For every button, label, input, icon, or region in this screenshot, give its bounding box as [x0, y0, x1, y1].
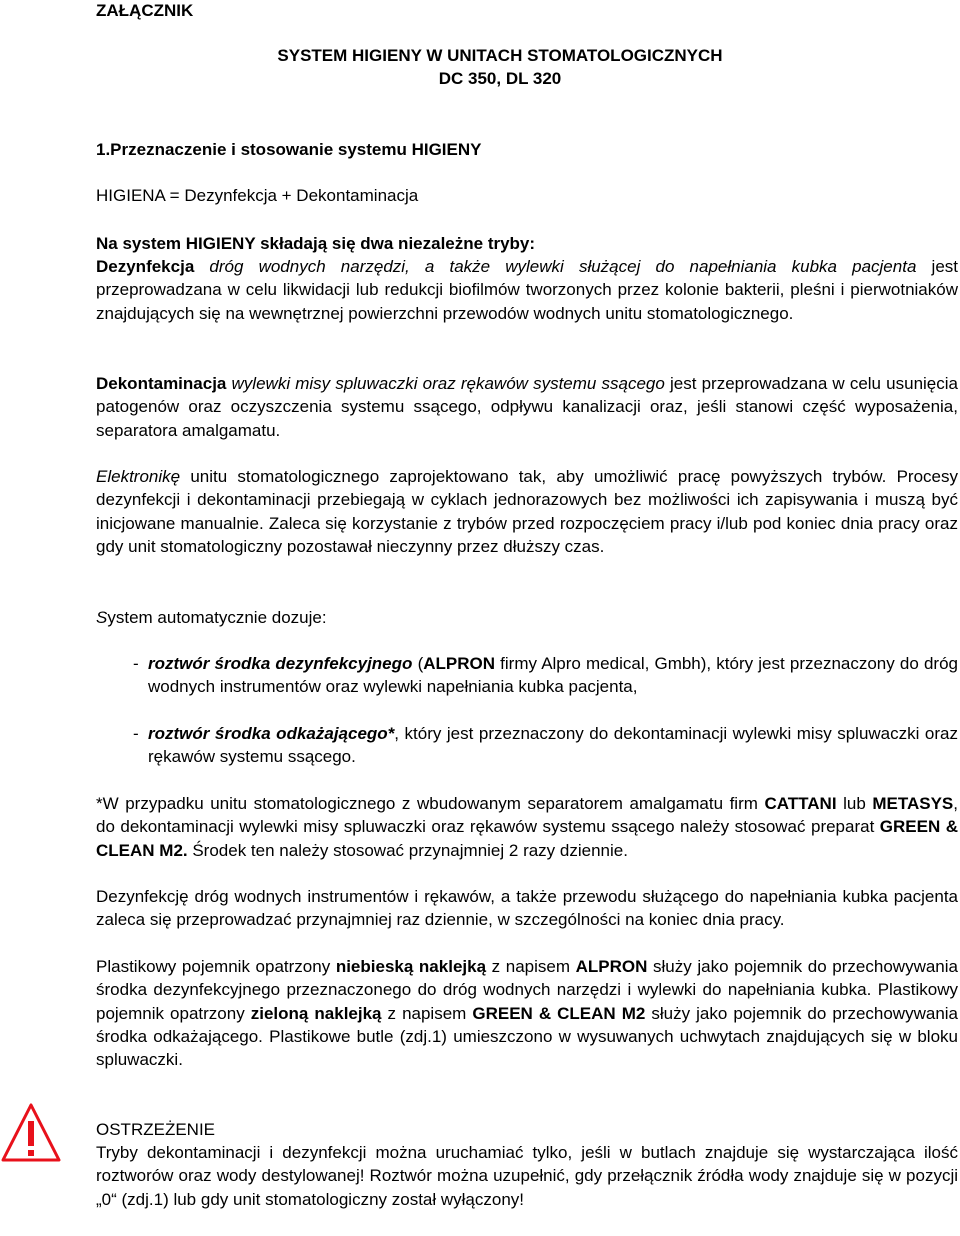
dosing-intro: [96, 606, 958, 629]
disinfection-paragraph: [96, 255, 958, 325]
list-item-text: firmy Alpro medical, Gmbh), który jest przeznaczony do dróg wodnych instrumentów oraz wylewki napełniania kubka pacjenta,: [148, 654, 958, 697]
annex-label: ZAŁĄCZNIK: [96, 1, 194, 20]
list-item: [133, 652, 958, 699]
containers-text: z napisem: [381, 1003, 473, 1023]
note-paragraph: [96, 792, 958, 862]
brand-metasys: METASYS: [872, 794, 954, 813]
electronics-italic: Elektronikę: [96, 467, 181, 486]
dosing-italic-letter: S: [96, 608, 108, 627]
title-line-1: SYSTEM HIGIENY W UNITACH STOMATOLOGICZNYCH: [277, 46, 723, 65]
disinfection-advice-paragraph: Dezynfekcję dróg wodnych instrumentów i rękawów, a także przewodu służącego do napełniania kubka pacjenta zaleca się przeprowadzać przynajmniej raz dziennie, w szczególności na koniec dnia pracy.: [96, 887, 958, 930]
list-item-text: , który jest przeznaczony do dekontaminacji wylewki misy spluwaczki oraz rękawów systemu ssącego.: [148, 724, 959, 767]
green-label: zieloną naklejką: [250, 1003, 382, 1023]
note-text: Środek ten należy stosować przynajmniej 2 razy dziennie.: [187, 840, 628, 860]
containers-text: Plastikowy pojemnik opatrzony: [96, 957, 336, 976]
title-line-2: DC 350, DL 320: [438, 69, 562, 88]
list-item-term: roztwór środka odkażającego*: [148, 724, 395, 743]
warning-heading: OSTRZEŻENIE: [96, 1120, 216, 1139]
note-text: , do dekontaminacji wylewki misy spluwaczki oraz rękawów systemu ssącego należy stosować preparat: [96, 794, 959, 837]
decontamination-term: Dekontaminacja: [96, 374, 227, 393]
blue-label: niebieską naklejką: [335, 957, 487, 976]
containers-text: służy jako pojemnik do przechowywania środka dezynfekcyjnego przeznaczonego do dróg wodnych narzędzi i wylewki do napełniania kubka. Plastikowy pojemnik opatrzony: [96, 957, 958, 1023]
disinfection-italic: dróg wodnych narzędzi, a także wylewki służącej do napełniania kubka pacjenta: [194, 257, 917, 276]
document-title: [0, 44, 960, 90]
containers-paragraph: [96, 955, 958, 1071]
note-text: *W przypadku unitu stomatologicznego z wbudowanym separatorem amalgamatu firm: [96, 794, 765, 813]
list-item-text: (: [412, 654, 424, 673]
product-green-clean-m2: GREEN & CLEAN M2: [472, 1003, 646, 1023]
section-heading: 1.Przeznaczenie i stosowanie systemu HIGIENY: [96, 140, 482, 159]
note-text: lub: [836, 794, 873, 813]
modes-intro: Na system HIGIENY składają się dwa niezależne tryby:: [96, 234, 536, 253]
hygiene-equation: HIGIENA = Dezynfekcja + Dekontaminacja: [96, 186, 419, 205]
product-green-clean: GREEN & CLEAN M2.: [96, 817, 958, 860]
warning-triangle-icon: [0, 1102, 62, 1164]
decontamination-paragraph: [96, 372, 958, 442]
list-dash: -: [133, 724, 139, 743]
decontamination-rest: jest przeprowadzana w celu usunięcia patogenów oraz oczyszczenia systemu ssącego, odpływu kanalizacji oraz, jeśli stanowi część wyposażenia, separatora amalgamatu.: [96, 374, 958, 440]
list-item-term: roztwór środka dezynfekcyjnego: [148, 654, 413, 673]
electronics-rest: unitu stomatologicznego zaprojektowano tak, aby umożliwić pracę powyższych trybów. Procesy dezynfekcji i dekontaminacji przebiegają w cyklach jednorazowych bez możliwości ich zapisywania i muszą być inicjowane manualnie. Zaleca się korzystanie z trybów przed rozpoczęciem pracy i/lub pod koniec dnia pracy oraz gdy unit stomatologiczny pozostawał nieczynny przez dłuższy czas.: [96, 467, 958, 556]
list-item: [133, 722, 958, 769]
electronics-paragraph: [96, 465, 958, 558]
decontamination-italic: wylewki misy spluwaczki oraz rękawów systemu ssącego: [226, 374, 665, 393]
dosing-rest: ystem automatycznie dozuje:: [107, 608, 327, 627]
list-item-brand: ALPRON: [423, 654, 496, 673]
brand-cattani: CATTANI: [764, 794, 837, 813]
containers-text: służy jako pojemnik do przechowywania środka odkażającego. Plastikowe butle (zdj.1) umieszczono w wysuwanych uchwytach znajdujących się w bloku spluwaczki.: [96, 1003, 959, 1070]
list-dash: -: [133, 654, 139, 673]
brand-alpron: ALPRON: [575, 957, 648, 976]
disinfection-term: Dezynfekcja: [96, 257, 195, 276]
disinfection-rest: jest przeprowadzana w celu likwidacji lub redukcji biofilmów tworzonych przez kolonie bakterii, pleśni i pierwotniaków znajdujących się na wewnętrznej powierzchni przewodów wodnych unitu stomatologicznego.: [96, 257, 958, 323]
warning-body: Tryby dekontaminacji i dezynfekcji można uruchamiać tylko, jeśli w butlach znajduje się wystarczająca ilość roztworów oraz wody destylowanej! Roztwór można uzupełnić, gdy przełącznik źródła wody znajduje się w pozycji „0“ (zdj.1) lub gdy unit stomatologiczny został wyłączony!: [96, 1143, 958, 1209]
containers-text: z napisem: [486, 957, 576, 976]
